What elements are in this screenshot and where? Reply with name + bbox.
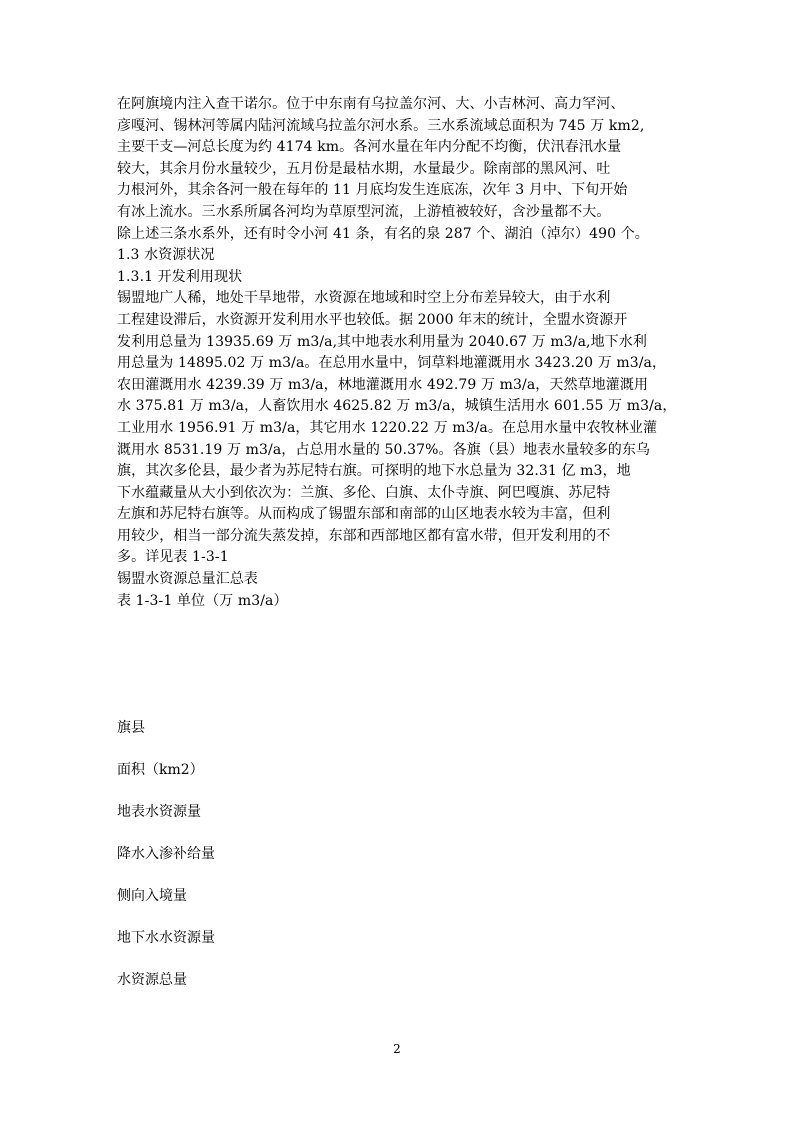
text-line: 彦嘎河、锡林河等属内陆河流域乌拉盖尔河水系。三水系流域总面积为 745 万 km2,	[117, 117, 645, 134]
text-line: 主要干支—河总长度为约 4174 km。各河水量在年内分配不均衡，伏汛春汛水量	[117, 139, 622, 156]
table-label-precipitation-recharge: 降水入渗补给量	[117, 846, 215, 862]
text-line: 左旗和苏尼特右旗等。从而构成了锡盟东部和南部的山区地表水较为丰富，但利	[117, 506, 611, 523]
table-label-surface-water: 地表水资源量	[117, 804, 201, 820]
text-line: 锡盟地广人稀，地处干旱地带，水资源在地域和时空上分布差异较大，由于水利	[117, 290, 611, 307]
text-line: 下水蕴藏量从大小到依次为：兰旗、多伦、白旗、太仆寺旗、阿巴嘎旗、苏尼特	[117, 484, 611, 501]
text-line: 旗，其次多伦县，最少者为苏尼特右旗。可探明的地下水总量为 32.31 亿 m3，地	[117, 463, 631, 480]
text-line: 较大，其余月份水量较少，五月份是最枯水期，水量最少。除南部的黑风河、吐	[117, 160, 611, 177]
subsection-heading: 1.3.1 开发利用现状	[117, 268, 243, 285]
text-line: 溉用水 8531.19 万 m3/a，占总用水量的 50.37%。各旗（县）地表水量较多的东乌	[117, 441, 651, 458]
table-caption: 表 1-3-1 单位（万 m3/a）	[117, 592, 288, 609]
text-line: 用总量为 14895.02 万 m3/a。在总用水量中，饲草料地灌溉用水 3423.20 万 m3/a，	[117, 355, 667, 372]
text-line: 在阿旗境内注入查干诺尔。位于中东南有乌拉盖尔河、大、小吉林河、高力罕河、	[117, 96, 625, 112]
text-line: 多。详见表 1-3-1	[117, 549, 229, 566]
page-number: 2	[393, 1042, 401, 1056]
section-heading: 1.3 水资源状况	[117, 247, 215, 264]
body-text	[117, 94, 687, 612]
table-title: 锡盟水资源总量汇总表	[117, 571, 258, 588]
text-line: 工程建设滞后，水资源开发利用水平也较低。据 2000 年末的统计，全盟水资源开	[117, 311, 628, 328]
text-line: 水 375.81 万 m3/a，人畜饮用水 4625.82 万 m3/a，城镇生活用水 601.55 万 m3/a，	[117, 398, 677, 415]
text-line: 力根河外，其余各河一般在每年的 11 月底均发生连底冻，次年 3 月中、下旬开始	[117, 182, 628, 199]
text-line: 有冰上流水。三水系所属各河均为草原型河流，上游植被较好，含沙量都不大。	[117, 203, 611, 220]
text-line: 工业用水 1956.91 万 m3/a，其它用水 1220.22 万 m3/a。在总用水量中农牧林业灌	[117, 419, 658, 436]
table-label-groundwater: 地下水水资源量	[117, 930, 215, 946]
table-label-county: 旗县	[117, 720, 145, 736]
text-line: 除上述三条水系外，还有时令小河 41 条，有名的泉 287 个、湖泊（淖尔）490 个。	[117, 225, 649, 242]
text-line: 发利用总量为 13935.69 万 m3/a,其中地表水利用量为 2040.67 万 m3/a,地下水利	[117, 333, 647, 350]
table-label-area: 面积（km2）	[117, 762, 204, 778]
table-column-labels	[117, 718, 417, 1012]
text-line: 用较少，相当一部分流失蒸发掉，东部和西部地区都有富水带，但开发利用的不	[117, 527, 611, 544]
table-label-total-water: 水资源总量	[117, 972, 187, 988]
text-line: 农田灌溉用水 4239.39 万 m3/a，林地灌溉用水 492.79 万 m3/a，天然草地灌溉用	[117, 376, 649, 393]
table-label-lateral-inflow: 侧向入境量	[117, 888, 187, 904]
